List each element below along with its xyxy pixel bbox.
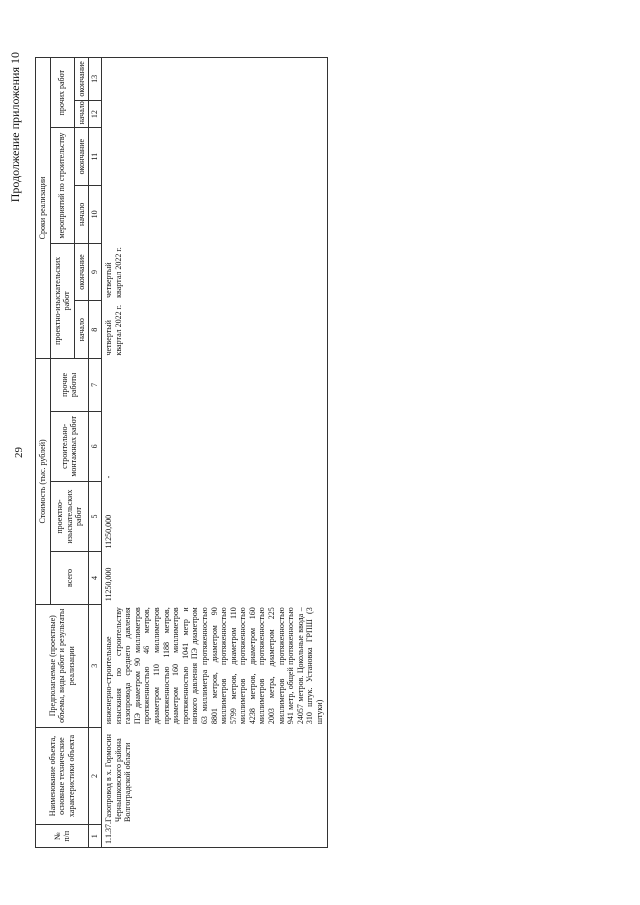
column-number: 12 xyxy=(89,100,102,128)
table-row xyxy=(101,58,327,848)
row-other-start xyxy=(101,100,327,128)
row-design-start: четвертый квартал 2022 г. xyxy=(103,304,123,356)
header-other: прочие работы xyxy=(50,359,89,412)
column-number: 1 xyxy=(89,825,102,848)
row-name: Газопровод в х. Гормосин Чернышковского района Волгоградской области xyxy=(103,734,133,822)
column-number: 2 xyxy=(89,727,102,825)
row-other xyxy=(101,359,327,412)
header-end: окончание xyxy=(74,128,89,186)
column-number: 10 xyxy=(89,186,102,244)
column-number: 5 xyxy=(89,481,102,551)
continuation-title: Продолжение приложения 10 xyxy=(8,52,22,203)
header-planned: Предполагаемые (проектные) объемы, виды работ и результаты реализации xyxy=(36,604,89,727)
page-number: 29 xyxy=(13,447,25,458)
column-number: 11 xyxy=(89,128,102,186)
header-construction-measures: мероприятий по строительству xyxy=(50,128,74,243)
header-start: начало xyxy=(74,100,89,128)
header-total: всего xyxy=(50,552,89,605)
row-design-end: четвертый квартал 2022 г. xyxy=(103,247,123,298)
header-design: проектно-изыскательских работ xyxy=(50,481,89,551)
column-number: 13 xyxy=(89,58,102,101)
column-number: 9 xyxy=(89,243,102,301)
header-design-works: проектно-изыскательских работ xyxy=(50,243,74,358)
row-no: 1.1.37. xyxy=(103,822,113,844)
header-cost-group: Стоимость (тыс. рублей) xyxy=(36,359,51,605)
header-start: начало xyxy=(74,186,89,244)
header-start: начало xyxy=(74,301,89,359)
column-number: 3 xyxy=(89,604,102,727)
column-number: 8 xyxy=(89,301,102,359)
column-number: 4 xyxy=(89,552,102,605)
header-end: окончание xyxy=(74,243,89,301)
row-total: 11250,000 xyxy=(103,567,113,602)
header-end: окончание xyxy=(74,58,89,101)
header-timing-group: Сроки реализации xyxy=(36,58,51,359)
header-name: Наименование объекта, основные технические характеристики объекта xyxy=(36,727,89,825)
column-number: 7 xyxy=(89,359,102,412)
row-other-end xyxy=(101,58,327,101)
column-number: 6 xyxy=(89,411,102,481)
header-construction: строительно-монтажных работ xyxy=(50,411,89,481)
row-construction: - xyxy=(103,475,113,479)
header-no: № п/п xyxy=(36,825,89,848)
row-planned: инженерно-строительные изыскания по строительству газопровода среднего давления ПЭ диаметром 90 миллиметров протяженностью 46 метров, диаметром 110 миллиметров протяженностью 1188 метров, диаметром 160 миллиметров протяженностью 1041 метр и низкого давления ПЭ диаметром 63 миллиметра протяженностью 8801 метров, диаметром 90 миллиметров протяженностью 5799 метров, диаметром 110 миллиметров протяженностью 4238 метров, диаметром 160 миллиметров протяженностью 2003 метра, диаметром 225 миллиметров протяженностью 941 метр, общей протяженностью 24057 метров. Цокольные ввода – 310 штук. Установка ГРПШ (3 штуки) xyxy=(103,607,325,725)
works-table xyxy=(35,57,328,848)
header-other-works: прочих работ xyxy=(50,58,74,128)
row-constr-start xyxy=(101,186,327,244)
row-design: 11250,000 xyxy=(103,514,113,549)
row-constr-end xyxy=(101,128,327,186)
